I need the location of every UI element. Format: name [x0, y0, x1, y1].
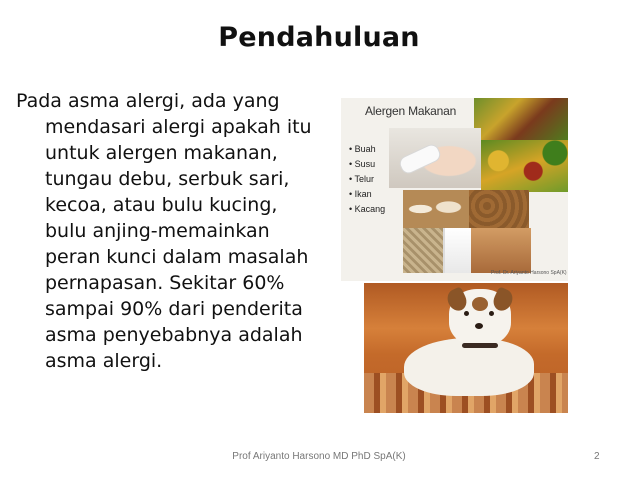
list-item: • Buah	[349, 142, 385, 157]
paragraph-line: asma alergi.	[45, 350, 163, 372]
collage-title: Alergen Makanan	[365, 104, 457, 118]
dog-photo	[364, 283, 568, 413]
paragraph-line: Pada asma alergi, ada yang	[16, 90, 280, 112]
paragraph-line: untuk alergen makanan,	[45, 142, 278, 164]
dog-eye-right	[489, 311, 494, 316]
paragraph-line: kecoa, atau bulu kucing,	[45, 194, 278, 216]
collage-credit: Prof. Dr. Ariyanto Harsono SpA(K)	[491, 270, 567, 276]
slide-footer: Prof Ariyanto Harsono MD PhD SpA(K)	[232, 451, 406, 462]
list-item: • Kacang	[349, 202, 385, 217]
milk-glass-photo	[443, 228, 471, 273]
paragraph-line: bulu anjing-memainkan	[45, 220, 270, 242]
fish-photo	[471, 228, 531, 273]
list-item: • Susu	[349, 157, 385, 172]
list-item: • Ikan	[349, 187, 385, 202]
food-allergen-list	[349, 142, 385, 217]
paragraph-line: tungau debu, serbuk sari,	[45, 168, 290, 190]
fruits-photo	[474, 98, 568, 140]
paragraph-line: asma penyebabnya adalah	[45, 324, 303, 346]
paragraph-line: sampai 90% dari penderita	[45, 298, 303, 320]
dog-nose	[475, 323, 483, 329]
slide-title: Pendahuluan	[218, 22, 420, 53]
page-number: 2	[594, 451, 600, 462]
paragraph-line: mendasari alergi apakah itu	[45, 116, 312, 138]
nuts-photo	[469, 190, 529, 230]
slide-paragraph	[16, 88, 342, 374]
paragraph-line: pernapasan. Sekitar 60%	[45, 272, 285, 294]
dog-eye-left	[464, 311, 469, 316]
paragraph-line: peran kunci dalam masalah	[45, 246, 309, 268]
food-allergen-collage-image	[341, 98, 568, 281]
eggs-photo	[403, 190, 473, 228]
vegetables-photo	[481, 140, 568, 192]
seeds-photo	[403, 228, 443, 273]
list-item: • Telur	[349, 172, 385, 187]
dog-collar	[462, 343, 498, 348]
dog-head-patch	[472, 297, 488, 311]
